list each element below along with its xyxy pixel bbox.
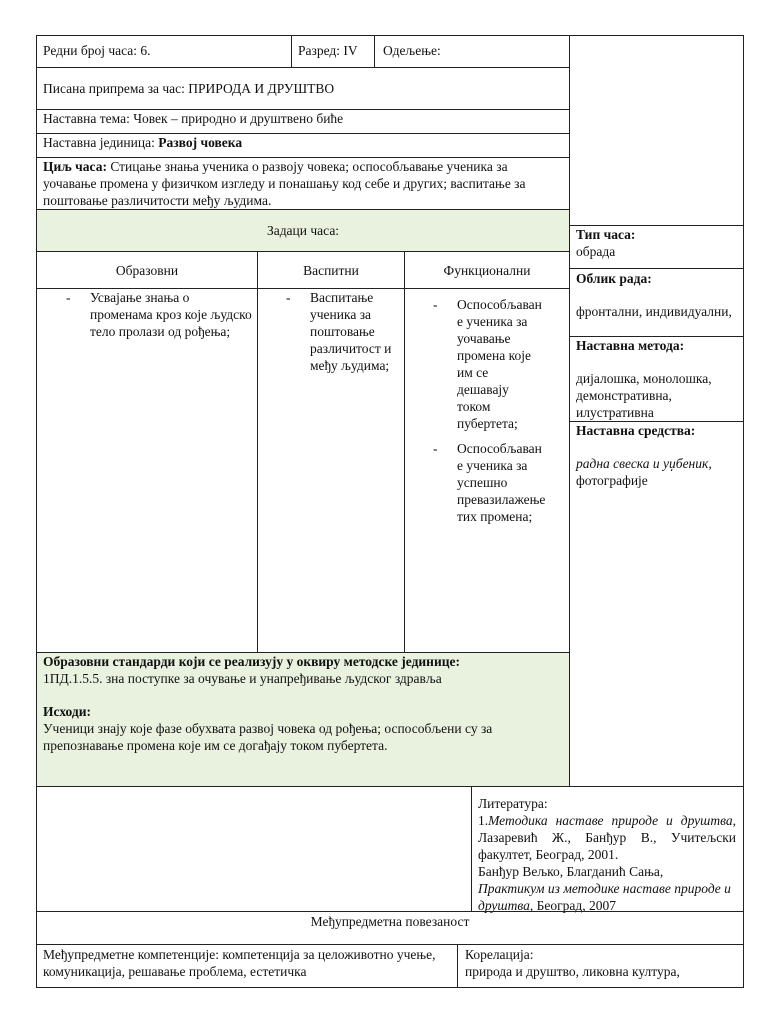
literature-label: Литература: xyxy=(478,796,548,811)
right-top-cell xyxy=(569,35,744,226)
list-item: - Оспособљаван е ученика за уочавање промена које им се дешавају током пубертета; xyxy=(433,296,543,432)
outcomes-text: Ученици знају које фазе обухвата развој човека од рођења; оспособљени су за препознавање промена које им се догађају током пубертета. xyxy=(43,721,493,753)
notes-cell xyxy=(36,786,472,912)
goal-text: Стицање знања ученика о развоју човека; оспособљавање ученика за уочавање промена у физичком изгледу и понашању код себе и других; васпитање за поштовање различитости међу људима. xyxy=(43,159,526,208)
goal xyxy=(43,158,563,209)
col-upbringing-label: Васпитни xyxy=(303,263,359,278)
literature-item-1-title: Методика наставе природе и друштва xyxy=(488,813,733,828)
work-form-label: Облик рада: xyxy=(576,271,652,286)
work-form-value: фронтални, индивидуални, xyxy=(576,304,732,319)
subject: Писана припрема за час: ПРИРОДА И ДРУШТВО xyxy=(43,81,335,96)
list-item: - Усвајање знања о променама кроз које људско тело пролази од рођења; xyxy=(66,289,252,340)
competences-text: Међупредметне компетенције: компетенција за целоживотно учење, комуникација, решавање проблема, естетичка xyxy=(43,947,436,979)
correlation-value: природа и друштво, ликовна култура, xyxy=(465,964,680,979)
literature-item-2-title: Практикум из методике наставе природе и друштва xyxy=(478,881,731,913)
teaching-method-label: Наставна метода: xyxy=(576,338,685,353)
literature-item-2 xyxy=(478,863,738,914)
lesson-number: Редни број часа: 6. xyxy=(43,43,151,58)
educational-tasks-cell xyxy=(36,288,258,653)
unit xyxy=(43,134,242,151)
interdisciplinary-title: Међупредметна повезаност xyxy=(310,914,470,929)
literature-item-1-num: 1. xyxy=(478,813,489,828)
teaching-method-value: дијалошка, монолошка, демонстративна, илустративна xyxy=(576,371,712,420)
topic: Наставна тема: Човек – природно и друштвено биће xyxy=(43,111,344,126)
teaching-means-label: Наставна средства: xyxy=(576,423,696,438)
upbringing-tasks-list xyxy=(286,289,398,374)
correlation-label: Корелација: xyxy=(465,947,534,962)
outcomes-label: Исходи: xyxy=(43,704,92,719)
col-educational-label: Образовни xyxy=(115,263,179,278)
literature-item-2-rest: , Београд, 2007 xyxy=(529,898,617,913)
lesson-type-label: Тип часа: xyxy=(576,227,636,242)
tasks-title: Задаци часа: xyxy=(266,223,340,238)
standards-text: 1ПД.1.5.5. зна поступке за очување и унапређивање људског здравља xyxy=(43,671,442,686)
section: Одељење: xyxy=(383,43,441,58)
unit-label: Наставна јединица: xyxy=(43,135,159,150)
grade: Разред: IV xyxy=(298,43,358,58)
literature-item-1 xyxy=(478,812,736,863)
standards-label: Образовни стандарди који се реализују у оквиру методске јединице: xyxy=(43,654,461,669)
educational-tasks-list xyxy=(66,289,252,340)
col-functional-label: Функционални xyxy=(443,263,531,278)
unit-value: Развој човека xyxy=(158,135,243,150)
literature-item-1-rest: , Лазаревић Ж., Банђур В., Учитељски факултет, Београд, 2001. xyxy=(478,813,736,862)
teaching-means-italic: радна свеска и уџбеник, xyxy=(576,456,712,471)
goal-label: Циљ часа: xyxy=(43,159,107,174)
functional-tasks-list xyxy=(433,296,546,525)
lesson-type-value: обрада xyxy=(576,244,616,259)
list-item: - Васпитање ученика за поштовање различитост и међу људима; xyxy=(286,289,398,374)
literature-item-2-authors: Банђур Вељко, Благданић Сања, xyxy=(478,864,664,879)
list-item: - Оспособљаван е ученика за успешно превазилажење тих промена; xyxy=(433,440,543,525)
teaching-means-rest: фотографије xyxy=(576,473,648,488)
